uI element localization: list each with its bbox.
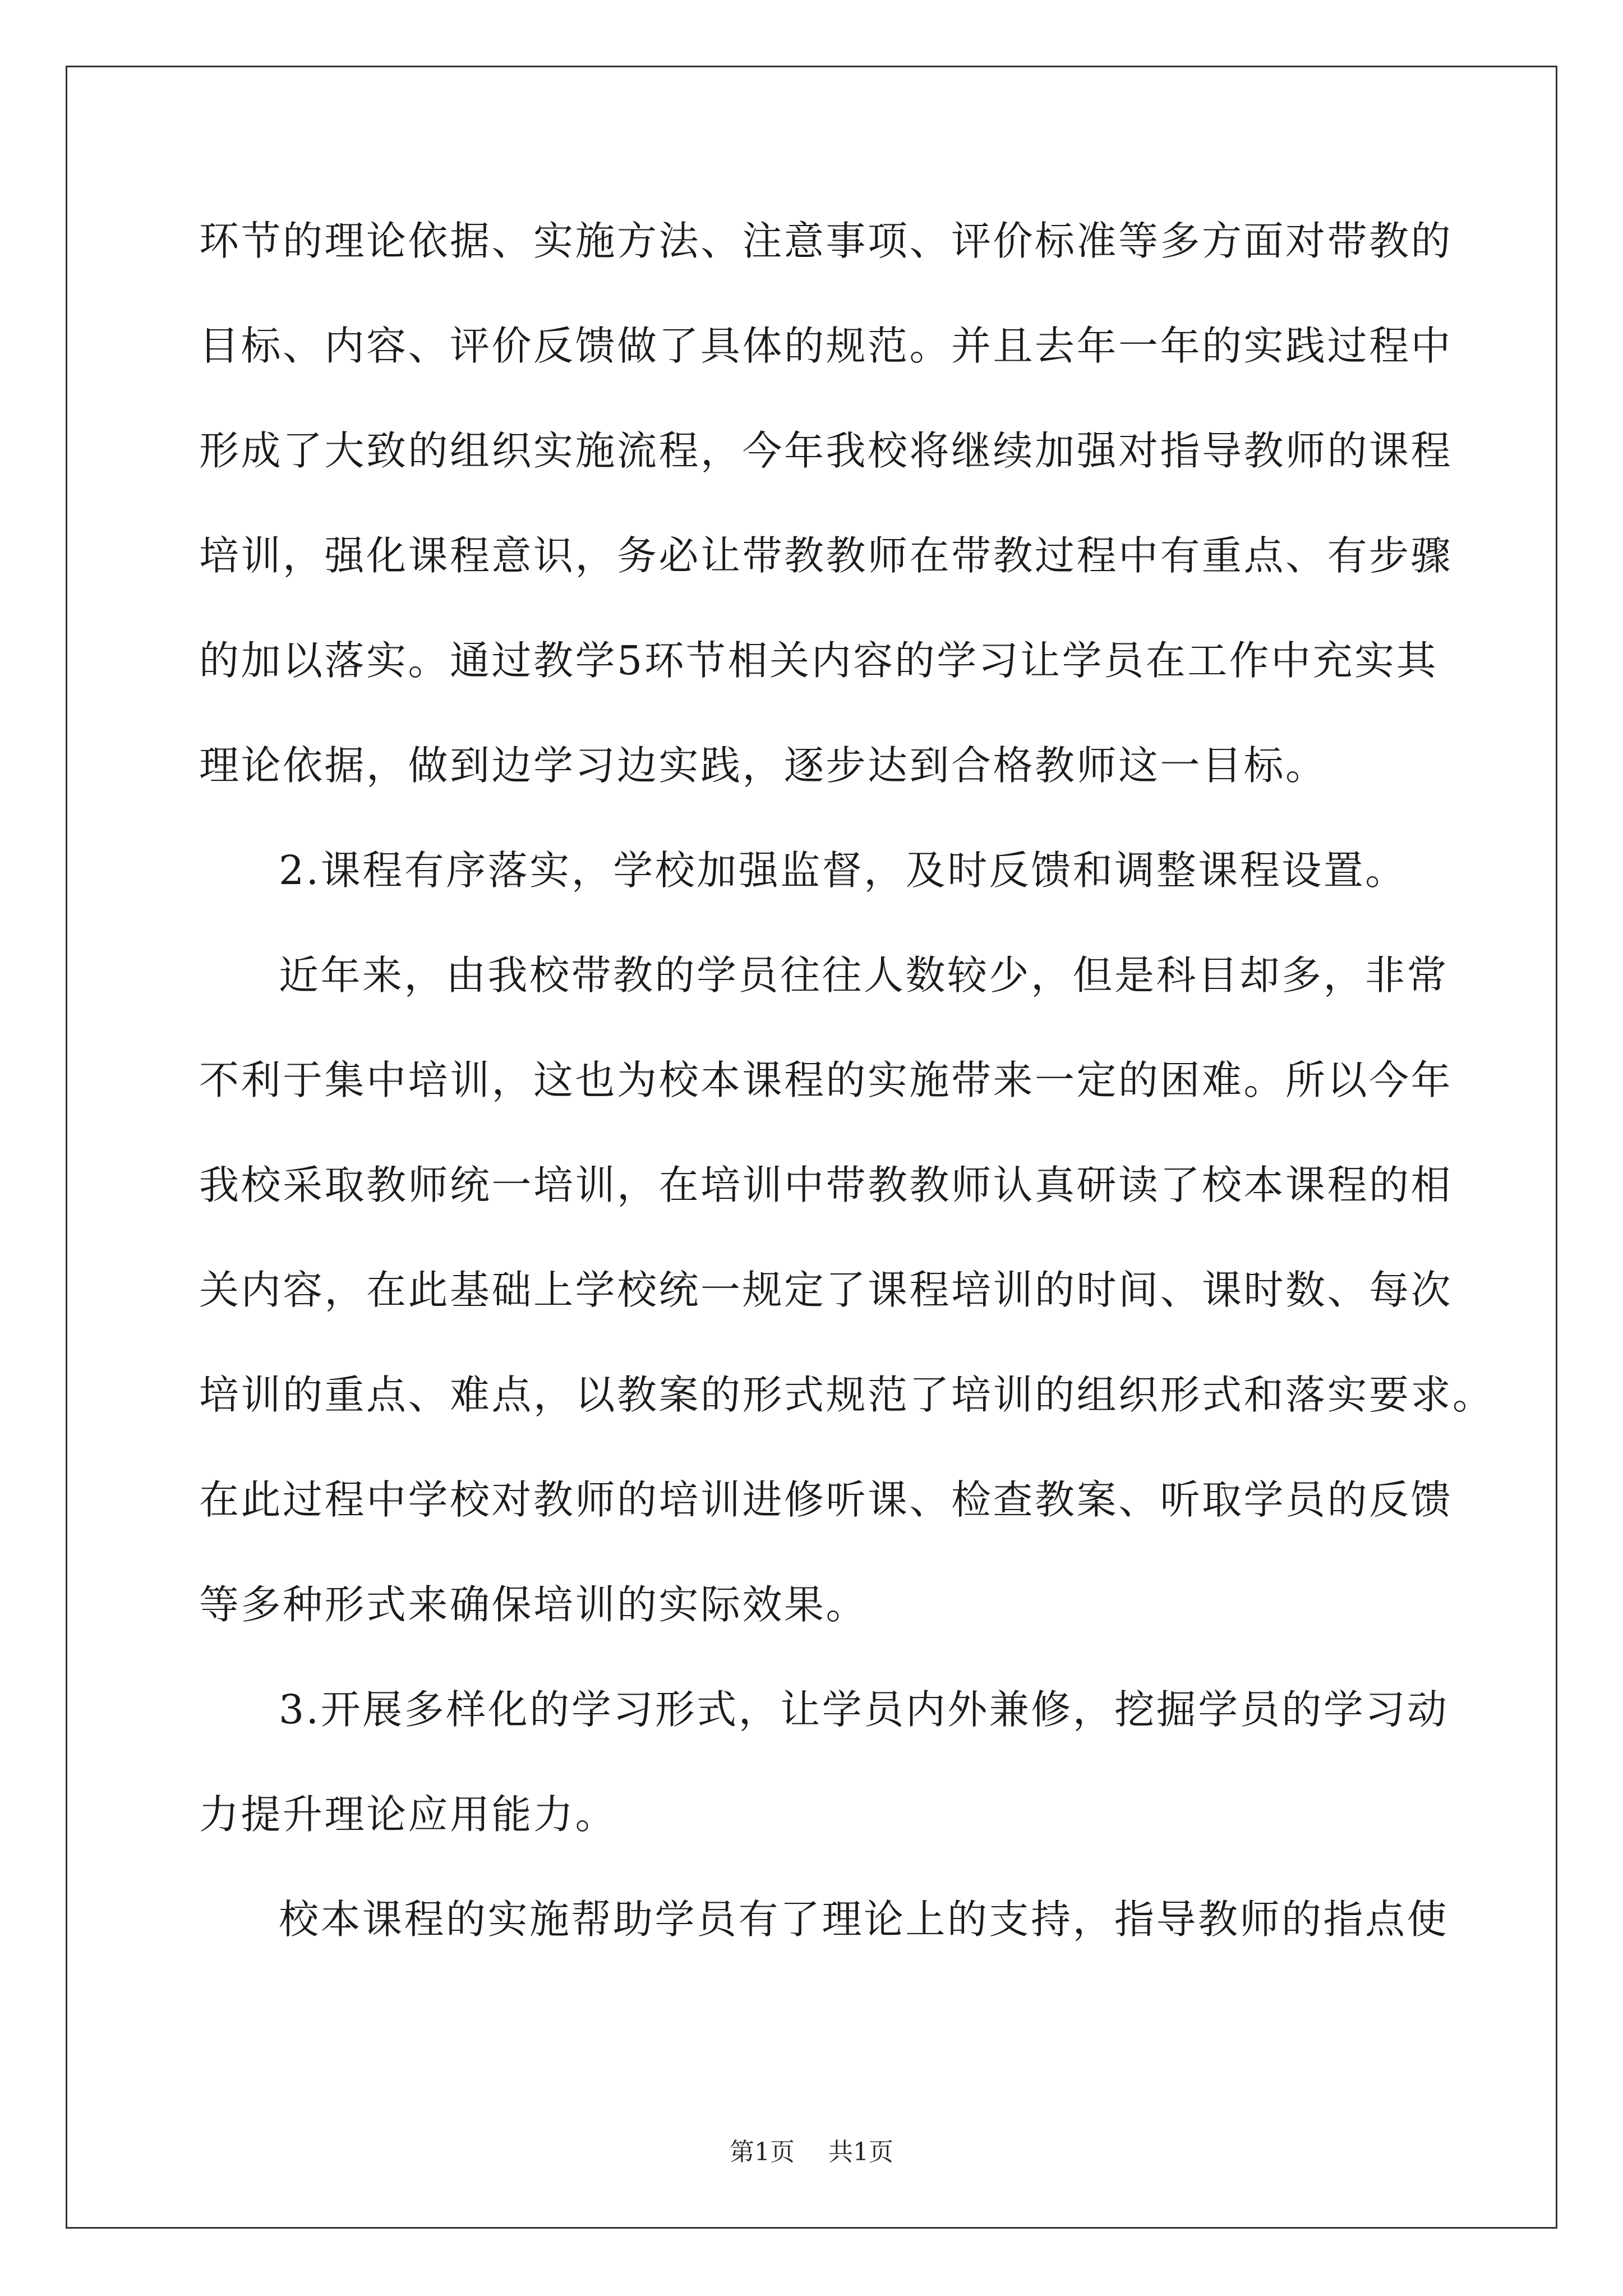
text-line: 培训的重点、难点，以教案的形式规范了培训的组织形式和落实要求。 — [199, 1372, 1495, 1418]
text-line: 等多种形式来确保培训的实际效果。 — [199, 1581, 868, 1628]
text-line: 不利于集中培训，这也为校本课程的实施带来一定的困难。所以今年 — [199, 1057, 1453, 1103]
text-line: 我校采取教师统一培训，在培训中带教教师认真研读了校本课程的相 — [199, 1162, 1453, 1208]
text-line: 在此过程中学校对教师的培训进修听课、检查教案、听取学员的反馈 — [199, 1476, 1453, 1523]
text-line: 目标、内容、评价反馈做了具体的规范。并且去年一年的实践过程中 — [199, 323, 1453, 369]
section-heading: 2.课程有序落实，学校加强监督，及时反馈和调整课程设置。 — [279, 847, 1407, 894]
text-line: 理论依据，做到边学习边实践，逐步达到合格教师这一目标。 — [199, 742, 1327, 789]
section-heading: 3.开展多样化的学习形式，让学员内外兼修，挖掘学员的学习动 — [279, 1686, 1449, 1733]
text-line: 力提升理论应用能力。 — [199, 1791, 617, 1838]
text-line: 关内容，在此基础上学校统一规定了课程培训的时间、课时数、每次 — [199, 1267, 1453, 1313]
text-line: 环节的理论依据、实施方法、注意事项、评价标准等多方面对带教的 — [199, 218, 1453, 264]
page-number: 第1页 — [730, 2138, 795, 2166]
paragraph-start: 校本课程的实施帮助学员有了理论上的支持，指导教师的指点使 — [279, 1896, 1449, 1943]
page-footer — [0, 2132, 1623, 2168]
page-total: 共1页 — [828, 2138, 893, 2166]
paragraph-start: 近年来，由我校带教的学员往往人数较少，但是科目却多，非常 — [279, 952, 1449, 999]
text-line: 培训，强化课程意识，务必让带教教师在带教过程中有重点、有步骤 — [199, 532, 1453, 579]
document-body — [199, 213, 1495, 1996]
text-line: 形成了大致的组织实施流程，今年我校将继续加强对指导教师的课程 — [199, 427, 1453, 474]
text-line: 的加以落实。通过教学5环节相关内容的学习让学员在工作中充实其 — [199, 637, 1438, 684]
